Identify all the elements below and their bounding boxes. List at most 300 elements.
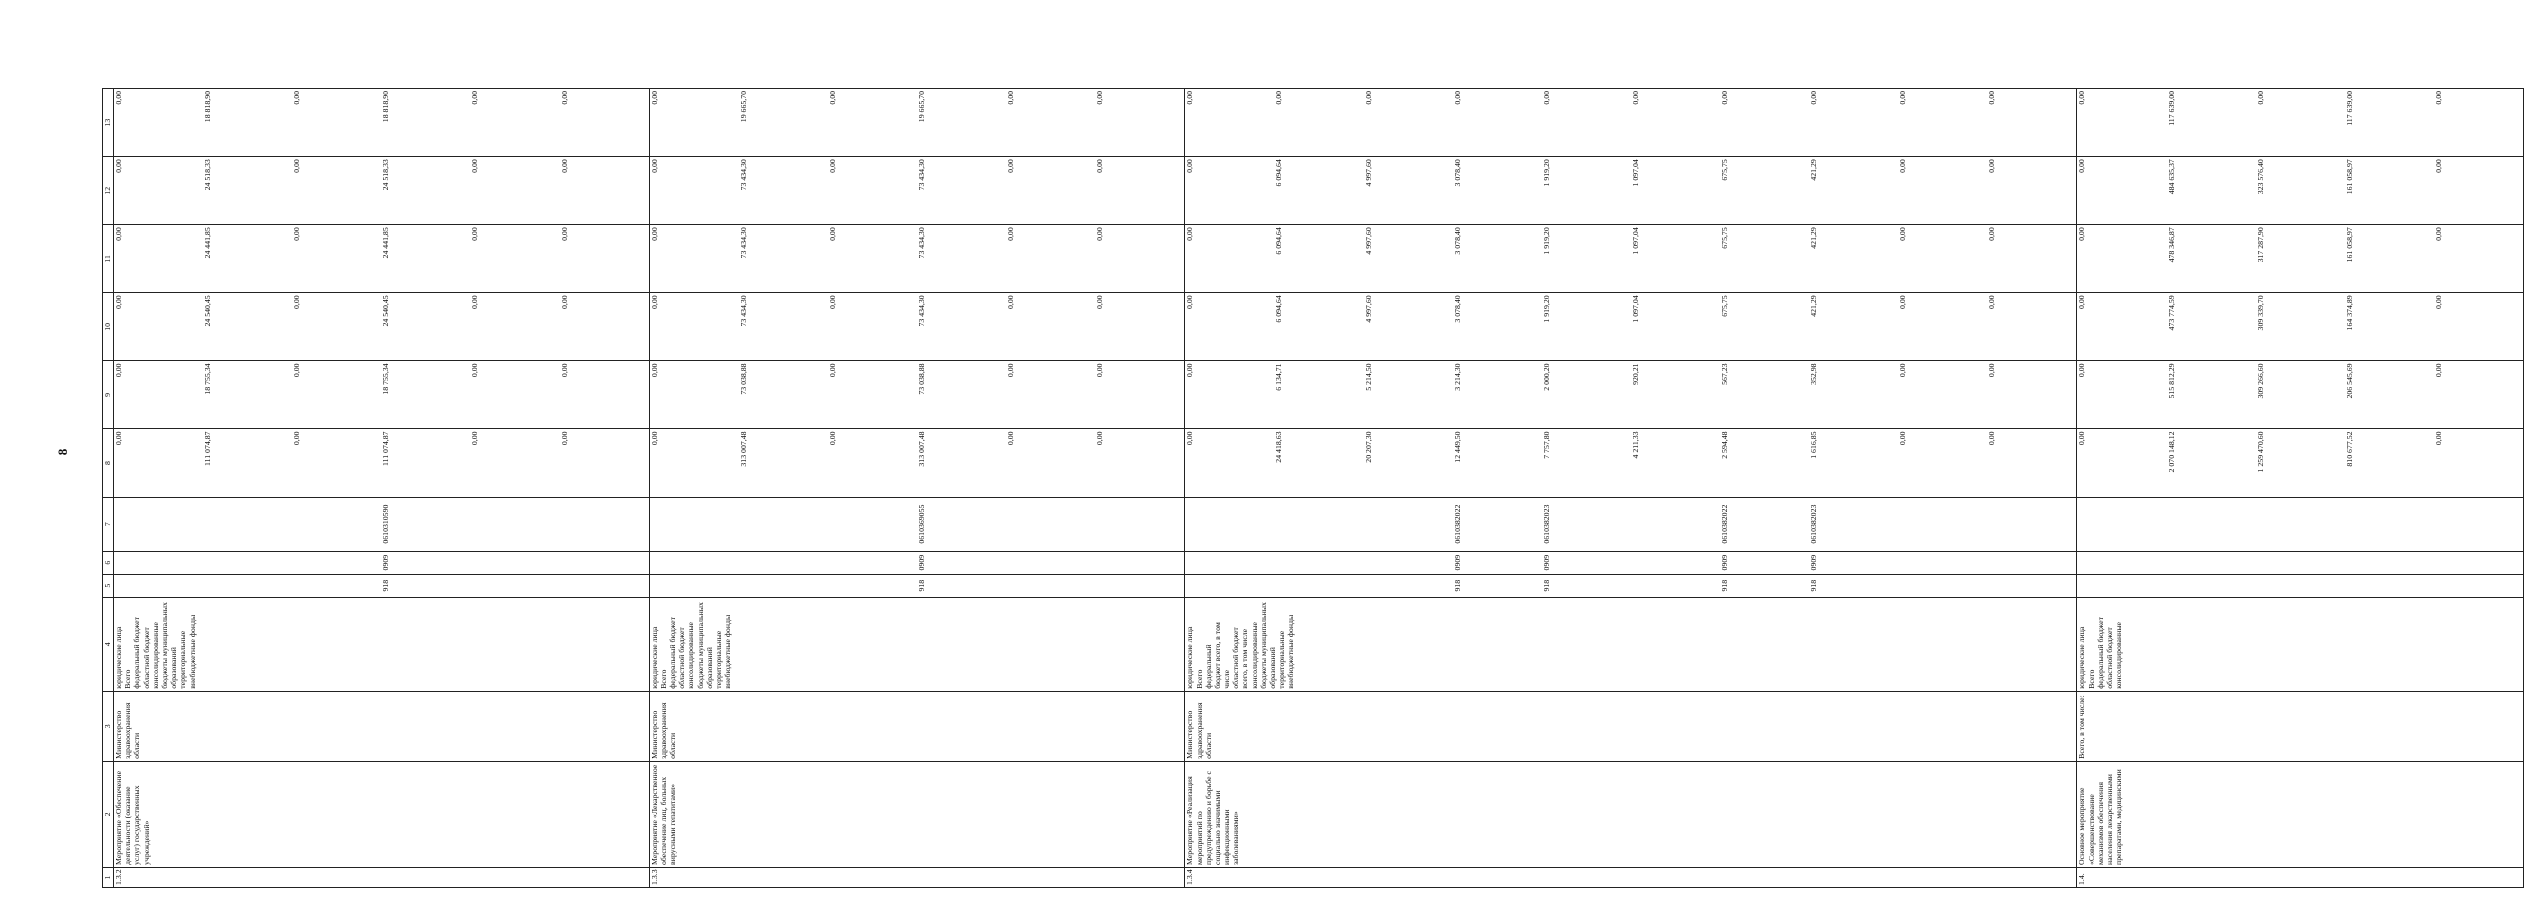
- grbs-code-cell: [649, 574, 1185, 597]
- amount-value: 0,00: [2077, 159, 2087, 173]
- amount-value: 12 449,50: [1452, 431, 1462, 463]
- amount-value: 0,00: [2077, 91, 2087, 105]
- amount-value: 309 266,60: [2255, 363, 2265, 399]
- amount-value: 24 540,45: [203, 295, 213, 327]
- section-code: [2345, 554, 2434, 572]
- amount-value: 117 639,00: [2344, 91, 2354, 126]
- amount-value: 0,00: [1452, 91, 1462, 105]
- section-code: [1364, 554, 1453, 572]
- amount-value: 0,00: [1898, 295, 1908, 309]
- amount-value: 0,00: [292, 159, 302, 173]
- amount-value: 0,00: [1898, 363, 1908, 378]
- executor: Министерство здравоохранения области: [649, 691, 1185, 761]
- amount-value: 3 078,40: [1452, 159, 1462, 187]
- amount-cell: [649, 293, 1185, 361]
- amount-value: 6 134,71: [1274, 363, 1284, 391]
- amount-value: 0,00: [1274, 91, 1284, 105]
- amount-cell: [2077, 225, 2524, 293]
- section-code: 0909: [916, 554, 926, 571]
- amount-value: 0,00: [292, 431, 302, 446]
- row-number: 1.3.4: [1185, 867, 2077, 887]
- funding-source: федеральный бюджет: [668, 617, 678, 689]
- target-article-code: [1095, 500, 1184, 549]
- amount-value: 0,00: [1898, 91, 1908, 105]
- section-code: [650, 554, 739, 572]
- amount-value: 0,00: [1185, 91, 1195, 105]
- funding-source: консолидированные бюджеты муниципальных образований: [1249, 602, 1277, 689]
- amount-value: 0,00: [292, 295, 302, 309]
- grbs-code: [1631, 577, 1720, 595]
- amount-value: 0,00: [1541, 91, 1551, 105]
- amount-value: 0,00: [827, 91, 837, 105]
- section-code: [2256, 554, 2345, 572]
- funding-source: областной бюджет: [141, 627, 151, 689]
- target-article-code: 0610382023: [1809, 504, 1819, 544]
- grbs-code: [1898, 577, 1987, 595]
- funding-sources: [1185, 597, 2077, 691]
- funding-source: областной бюджет: [677, 627, 687, 689]
- amount-value: 24 418,63: [1274, 431, 1284, 463]
- target-article-code: [203, 500, 292, 549]
- amount-value: 111 074,87: [203, 431, 213, 467]
- section-code: [1006, 554, 1095, 572]
- funding-source: областной бюджет: [2104, 627, 2114, 689]
- amount-cell: [114, 429, 650, 497]
- amount-value: 164 374,89: [2344, 295, 2354, 331]
- grbs-code-cell: [114, 574, 650, 597]
- funding-source: юридические лица: [2077, 626, 2087, 689]
- amount-cell: [2077, 429, 2524, 497]
- target-article-code: [1898, 500, 1987, 549]
- amount-value: 73 434,30: [916, 295, 926, 327]
- funding-source: юридические лица: [114, 626, 123, 689]
- amount-value: 111 074,87: [381, 431, 391, 467]
- amount-value: 2 594,48: [1719, 431, 1729, 459]
- amount-value: 0,00: [2433, 91, 2443, 105]
- amount-value: 0,00: [559, 91, 569, 105]
- amount-value: 323 576,40: [2255, 159, 2265, 195]
- section-code: [560, 554, 649, 572]
- amount-value: 6 094,64: [1274, 159, 1284, 187]
- grbs-code: [560, 577, 649, 595]
- amount-cell: [2077, 157, 2524, 225]
- funding-source: Всего: [2086, 669, 2096, 689]
- amount-value: 0,00: [114, 431, 123, 446]
- amount-value: 2 000,20: [1541, 363, 1551, 391]
- target-article-code-cell: [1185, 497, 2077, 551]
- grbs-code: [2345, 577, 2434, 595]
- amount-value: 4 997,60: [1363, 295, 1373, 323]
- amount-value: 73 038,88: [738, 363, 748, 395]
- funding-source: территориальные внебюджетные фонды: [713, 614, 733, 689]
- funding-sources: [114, 597, 650, 691]
- section-code: [828, 554, 917, 572]
- amount-value: 317 287,90: [2255, 227, 2265, 263]
- amount-value: 313 007,48: [738, 431, 748, 467]
- amount-value: 421,29: [1809, 227, 1819, 249]
- column-number: 1: [103, 867, 114, 887]
- amount-value: 0,00: [1987, 227, 1997, 241]
- target-article-code: [2256, 500, 2345, 549]
- column-number: 6: [103, 551, 114, 574]
- amount-value: 24 540,45: [381, 295, 391, 327]
- amount-value: 675,75: [1719, 159, 1729, 181]
- grbs-code: 918: [1541, 579, 1551, 592]
- header-row: [103, 89, 114, 888]
- section-code: [739, 554, 828, 572]
- amount-value: 18 755,34: [203, 363, 213, 395]
- row-number: 1.4.: [2077, 867, 2524, 887]
- section-code: [203, 554, 292, 572]
- target-article-code: [2167, 500, 2256, 549]
- grbs-code: [2077, 577, 2166, 595]
- target-article-code: [2077, 500, 2166, 549]
- amount-value: 161 058,97: [2344, 227, 2354, 263]
- amount-value: 309 339,70: [2255, 295, 2265, 331]
- grbs-code: [1987, 577, 2076, 595]
- amount-value: 0,00: [1006, 295, 1016, 309]
- funding-source: консолидированные бюджеты муниципальных образований: [686, 602, 714, 689]
- amount-value: 421,29: [1809, 159, 1819, 181]
- amount-value: 0,00: [1006, 227, 1016, 241]
- section-code: [1095, 554, 1184, 572]
- amount-cell: [2077, 89, 2524, 157]
- amount-value: 2 070 148,12: [2166, 431, 2176, 473]
- target-article-code: [1364, 500, 1453, 549]
- page-number: 8: [55, 448, 70, 456]
- grbs-code: [1006, 577, 1095, 595]
- funding-sources: [2077, 597, 2524, 691]
- amount-value: 0,00: [1006, 159, 1016, 173]
- amount-value: 0,00: [2433, 159, 2443, 173]
- amount-value: 0,00: [559, 295, 569, 309]
- amount-value: 0,00: [1987, 159, 1997, 173]
- amount-value: 3 214,30: [1452, 363, 1462, 391]
- section-code-cell: [114, 551, 650, 574]
- amount-value: 6 094,64: [1274, 227, 1284, 255]
- amount-cell: [649, 361, 1185, 429]
- amount-value: 473 774,59: [2166, 295, 2176, 331]
- target-article-code-cell: [649, 497, 1185, 551]
- grbs-code-cell: [1185, 574, 2077, 597]
- target-article-code: [1631, 500, 1720, 549]
- amount-value: 0,00: [2077, 431, 2087, 446]
- measure-name: Мероприятие «Обеспечение деятельности (оказание услуг) государственных учреждений»: [114, 761, 650, 867]
- target-article-code: [2345, 500, 2434, 549]
- amount-value: 484 635,37: [2166, 159, 2176, 195]
- amount-value: 675,75: [1719, 227, 1729, 249]
- amount-value: 0,00: [2077, 363, 2087, 378]
- amount-value: 0,00: [1185, 295, 1195, 309]
- amount-value: 0,00: [470, 295, 480, 309]
- section-code-cell: [2077, 551, 2524, 574]
- target-article-code: [1274, 500, 1363, 549]
- amount-value: 0,00: [649, 431, 659, 446]
- amount-value: 567,23: [1719, 363, 1729, 385]
- funding-source: территориальные внебюджетные фонды: [1277, 614, 1296, 689]
- amount-value: 478 346,87: [2166, 227, 2176, 263]
- amount-cell: [649, 429, 1185, 497]
- amount-value: 0,00: [649, 227, 659, 241]
- amount-value: 0,00: [559, 227, 569, 241]
- table-row: [649, 89, 1185, 888]
- amount-value: 0,00: [292, 227, 302, 241]
- grbs-code: [828, 577, 917, 595]
- grbs-code: [739, 577, 828, 595]
- section-code: 0909: [381, 554, 391, 571]
- amount-value: 24 518,33: [381, 159, 391, 191]
- amount-value: 0,00: [1185, 159, 1195, 173]
- amount-value: 0,00: [1006, 431, 1016, 446]
- grbs-code: [2434, 577, 2523, 595]
- amount-value: 0,00: [1987, 295, 1997, 309]
- amount-value: 206 545,69: [2344, 363, 2354, 399]
- target-article-code: 0610382022: [1719, 504, 1729, 544]
- amount-value: 117 639,00: [2166, 91, 2176, 126]
- amount-cell: [1185, 225, 2077, 293]
- amount-value: 0,00: [1095, 159, 1105, 173]
- amount-value: 0,00: [827, 159, 837, 173]
- target-article-code: [1006, 500, 1095, 549]
- amount-value: 0,00: [1987, 91, 1997, 105]
- amount-value: 515 812,29: [2166, 363, 2176, 399]
- amount-cell: [114, 361, 650, 429]
- section-code: [1185, 554, 1274, 572]
- target-article-code: 0610369055: [916, 504, 926, 544]
- row-number: 1.3.2: [114, 867, 650, 887]
- funding-source: федеральный бюджет: [2095, 617, 2105, 689]
- section-code: [470, 554, 559, 572]
- amount-value: 0,00: [1095, 91, 1105, 105]
- amount-value: 421,29: [1809, 295, 1819, 317]
- amount-value: 0,00: [1095, 363, 1105, 378]
- amount-cell: [649, 89, 1185, 157]
- amount-value: 0,00: [649, 363, 659, 378]
- target-article-code: [560, 500, 649, 549]
- grbs-code: 918: [381, 579, 391, 592]
- column-number: 12: [103, 157, 114, 225]
- target-article-code: [828, 500, 917, 549]
- amount-cell: [1185, 89, 2077, 157]
- amount-value: 0,00: [559, 431, 569, 446]
- grbs-code: [1185, 577, 1274, 595]
- amount-value: 18 818,90: [381, 91, 391, 123]
- funding-source: Всего: [658, 669, 668, 689]
- table-row: [2077, 89, 2524, 888]
- amount-value: 1 097,04: [1630, 295, 1640, 323]
- amount-cell: [649, 157, 1185, 225]
- amount-value: 19 665,70: [916, 91, 926, 123]
- executor: Министерство здравоохранения области: [114, 691, 650, 761]
- amount-value: 0,00: [1185, 227, 1195, 241]
- amount-value: 161 058,97: [2344, 159, 2354, 195]
- column-number: 9: [103, 361, 114, 429]
- grbs-code: 918: [1809, 579, 1819, 592]
- section-code: [114, 554, 203, 572]
- funding-source: федеральный бюджет: [132, 617, 142, 689]
- amount-value: 73 434,30: [916, 227, 926, 259]
- section-code-cell: [649, 551, 1185, 574]
- section-code: [1987, 554, 2076, 572]
- column-number: 7: [103, 497, 114, 551]
- column-number: 8: [103, 429, 114, 497]
- amount-value: 0,00: [2433, 431, 2443, 446]
- amount-value: 0,00: [1987, 431, 1997, 446]
- measure-name: Мероприятие «Реализация мероприятий по предупреждению и борьбе с социально значимыми инфекционными заболеваниями»: [1185, 761, 2077, 867]
- amount-value: 0,00: [114, 227, 123, 241]
- amount-value: 4 997,60: [1363, 159, 1373, 187]
- funding-source: юридические лица: [649, 626, 659, 689]
- amount-value: 0,00: [114, 159, 123, 173]
- amount-value: 0,00: [2255, 91, 2265, 105]
- amount-value: 0,00: [827, 431, 837, 446]
- section-code: [1631, 554, 1720, 572]
- amount-value: 0,00: [292, 363, 302, 378]
- amount-value: 73 038,88: [916, 363, 926, 395]
- section-code: [2077, 554, 2166, 572]
- amount-value: 0,00: [1630, 91, 1640, 105]
- amount-value: 73 434,30: [916, 159, 926, 191]
- executor: Министерство здравоохранения области: [1185, 691, 2077, 761]
- measure-name: Основное мероприятие «Совершенствование механизмов обеспечения населения лекарственными препаратами, медицинскими: [2077, 761, 2524, 867]
- rotated-page: [102, 88, 2443, 888]
- amount-cell: [114, 225, 650, 293]
- amount-value: 920,21: [1630, 363, 1640, 385]
- amount-value: 1 919,20: [1541, 159, 1551, 187]
- section-code: [1274, 554, 1363, 572]
- amount-value: 0,00: [1363, 91, 1373, 105]
- target-article-code: 0610310590: [381, 504, 391, 544]
- amount-value: 3 078,40: [1452, 227, 1462, 255]
- amount-value: 5 214,50: [1363, 363, 1373, 391]
- column-number: 2: [103, 761, 114, 867]
- amount-value: 313 007,48: [916, 431, 926, 467]
- amount-cell: [114, 89, 650, 157]
- amount-value: 73 434,30: [738, 295, 748, 327]
- amount-value: 4 211,33: [1630, 431, 1640, 459]
- grbs-code: [1364, 577, 1453, 595]
- amount-cell: [1185, 293, 2077, 361]
- amount-value: 0,00: [649, 91, 659, 105]
- amount-value: 0,00: [1898, 431, 1908, 446]
- amount-value: 1 919,20: [1541, 227, 1551, 255]
- amount-value: 1 097,04: [1630, 227, 1640, 255]
- amount-value: 0,00: [559, 159, 569, 173]
- amount-cell: [114, 157, 650, 225]
- amount-value: 0,00: [649, 159, 659, 173]
- amount-value: 1 616,85: [1809, 431, 1819, 459]
- grbs-code: [292, 577, 381, 595]
- amount-value: 20 207,30: [1363, 431, 1373, 463]
- amount-value: 0,00: [470, 91, 480, 105]
- measure-name: Мероприятие «Лекарственное обеспечение лиц, больных вирусными гепатитами»: [649, 761, 1185, 867]
- column-number: 10: [103, 293, 114, 361]
- amount-value: 3 078,40: [1452, 295, 1462, 323]
- amount-value: 352,98: [1809, 363, 1819, 385]
- grbs-code: [650, 577, 739, 595]
- grbs-code: [1095, 577, 1184, 595]
- column-number: 5: [103, 574, 114, 597]
- amount-value: 1 919,20: [1541, 295, 1551, 323]
- section-code: [2167, 554, 2256, 572]
- amount-value: 0,00: [1185, 431, 1195, 446]
- amount-value: 0,00: [470, 363, 480, 378]
- amount-value: 1 259 470,60: [2255, 431, 2265, 473]
- amount-value: 810 677,52: [2344, 431, 2354, 467]
- amount-value: 0,00: [2077, 227, 2087, 241]
- table-row: [1185, 89, 2077, 888]
- amount-value: 0,00: [827, 227, 837, 241]
- amount-value: 0,00: [559, 363, 569, 378]
- amount-cell: [1185, 361, 2077, 429]
- grbs-code: [1274, 577, 1363, 595]
- section-code: [1898, 554, 1987, 572]
- amount-value: 18 755,34: [381, 363, 391, 395]
- amount-value: 0,00: [1095, 227, 1105, 241]
- section-code: [292, 554, 381, 572]
- funding-source: консолидированные бюджеты муниципальных образований: [150, 602, 179, 689]
- grbs-code: [2256, 577, 2345, 595]
- grbs-code: [470, 577, 559, 595]
- target-article-code: [114, 500, 203, 549]
- column-number: 11: [103, 225, 114, 293]
- funding-source: консолидированные: [2114, 621, 2124, 689]
- target-article-code-cell: [2077, 497, 2524, 551]
- amount-value: 6 094,64: [1274, 295, 1284, 323]
- target-article-code: [470, 500, 559, 549]
- target-article-code-cell: [114, 497, 650, 551]
- amount-cell: [649, 225, 1185, 293]
- amount-value: 675,75: [1719, 295, 1729, 317]
- amount-value: 0,00: [1095, 295, 1105, 309]
- amount-value: 0,00: [2433, 227, 2443, 241]
- funding-source: юридические лица: [1185, 626, 1195, 689]
- amount-value: 0,00: [2433, 295, 2443, 309]
- amount-value: 0,00: [1898, 159, 1908, 173]
- amount-cell: [1185, 429, 2077, 497]
- amount-value: 0,00: [1719, 91, 1729, 105]
- target-article-code: 0610382023: [1541, 504, 1551, 544]
- target-article-code: [739, 500, 828, 549]
- amount-value: 0,00: [827, 363, 837, 378]
- amount-value: 19 665,70: [738, 91, 748, 123]
- amount-value: 0,00: [470, 431, 480, 446]
- amount-value: 0,00: [114, 91, 123, 105]
- amount-value: 1 097,04: [1630, 159, 1640, 187]
- executor: Всего, в том числе:: [2077, 691, 2524, 761]
- funding-sources: [649, 597, 1185, 691]
- table-row: [114, 89, 650, 888]
- grbs-code: 918: [916, 579, 926, 592]
- funding-source: числе: [1222, 669, 1232, 689]
- funding-source: территориальные внебюджетные фонды: [178, 614, 197, 689]
- section-code: 0909: [1719, 554, 1729, 571]
- amount-cell: [2077, 293, 2524, 361]
- amount-value: 0,00: [292, 91, 302, 105]
- amount-value: 0,00: [1185, 363, 1195, 378]
- amount-value: 0,00: [2077, 295, 2087, 309]
- funding-source: Всего: [1194, 669, 1204, 689]
- amount-value: 0,00: [1809, 91, 1819, 105]
- section-code: 0909: [1541, 554, 1551, 571]
- amount-value: 24 441,85: [203, 227, 213, 259]
- row-number: 1.3.3: [649, 867, 1185, 887]
- amount-value: 0,00: [827, 295, 837, 309]
- amount-value: 73 434,30: [738, 227, 748, 259]
- amount-value: 0,00: [1987, 363, 1997, 378]
- target-article-code: [2434, 500, 2523, 549]
- column-number: 4: [103, 597, 114, 691]
